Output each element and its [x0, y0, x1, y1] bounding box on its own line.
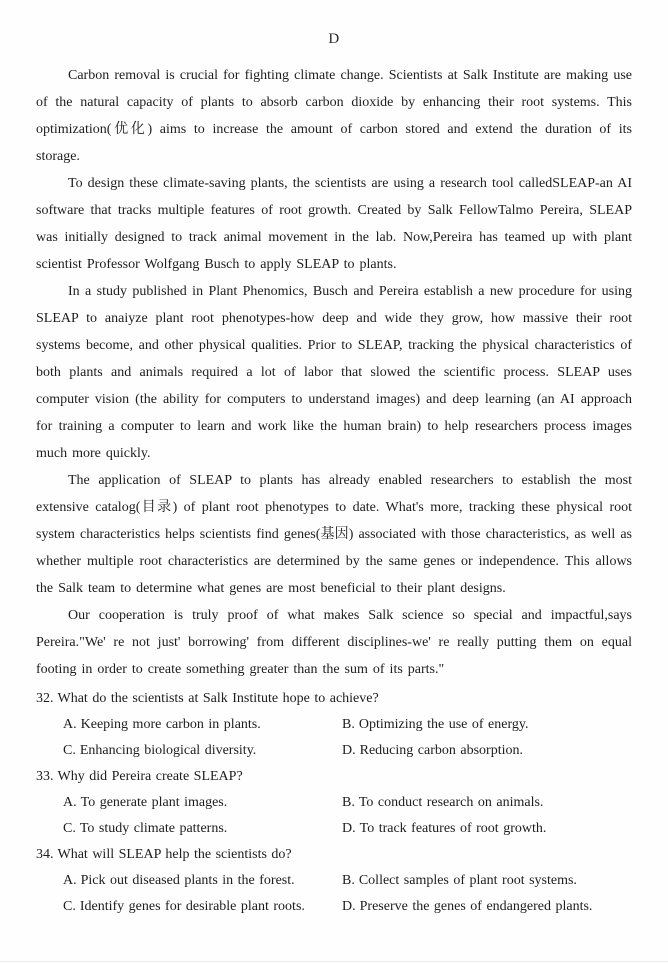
options-grid [63, 712, 632, 764]
question-number: 34. [36, 847, 54, 862]
question-text: Why did Pereira create SLEAP? [57, 769, 243, 784]
question-34 [36, 842, 632, 920]
option-a [63, 712, 342, 738]
option-text: Pick out diseased plants in the forest. [80, 873, 295, 888]
passage-paragraph-5: Our cooperation is truly proof of what makes Salk science so special and impactful,says Pereira."We' re not just' borrowing' from different disciplines-we' re really putting them on equal footing in order to create something greater than the sum of its parts." [36, 608, 632, 677]
option-label: A. [63, 795, 77, 810]
option-text: To track features of root growth. [359, 821, 547, 836]
option-label: C. [63, 899, 76, 914]
option-text: Collect samples of plant root systems. [358, 873, 577, 888]
question-number: 33. [36, 769, 54, 784]
option-d [342, 738, 632, 764]
option-label: C. [63, 821, 76, 836]
question-number: 32. [36, 691, 54, 706]
option-b [342, 790, 632, 816]
option-label: D. [342, 821, 356, 836]
option-b [342, 712, 632, 738]
question-33 [36, 764, 632, 842]
passage-paragraph-1: Carbon removal is crucial for fighting climate change. Scientists at Salk Institute are making use of the natural capacity of plants to absorb carbon dioxide by enhancing their root systems. This optimization(优化) aims to increase the amount of carbon stored and extend the duration of its storage. [36, 68, 632, 164]
passage-paragraph-3: In a study published in Plant Phenomics, Busch and Pereira establish a new procedure for using SLEAP to anaiyze plant root phenotypes-how deep and wide they grow, how massive their root systems become, and other physical qualities. Prior to SLEAP, tracking the physical characteristics of both plants and animals required a lot of labor that slowed the scientific process. SLEAP uses computer vision (the ability for computers to understand images) and deep learning (an AI approach for training a computer to learn and work like the human brain) to help researchers process images much more quickly. [36, 284, 632, 461]
question-32 [36, 686, 632, 764]
option-c [63, 816, 342, 842]
options-grid [63, 790, 632, 842]
option-label: D. [342, 899, 356, 914]
option-c [63, 738, 342, 764]
options-grid [63, 868, 632, 920]
option-label: B. [342, 873, 355, 888]
question-stem [36, 764, 632, 790]
option-b [342, 868, 632, 894]
section-title: D [328, 31, 340, 47]
option-text: To study climate patterns. [79, 821, 228, 836]
passage-paragraph-2: To design these climate-saving plants, the scientists are using a research tool calledSLEAP-an AI software that tracks multiple features of root growth. Created by Salk FellowTalmo Pereira, SLEAP was initially designed to track animal movement in the lab. Now,Pereira has teamed up with plant scientist Professor Wolfgang Busch to apply SLEAP to plants. [36, 176, 632, 272]
option-text: Identify genes for desirable plant roots. [79, 899, 305, 914]
option-text: Preserve the genes of endangered plants. [359, 899, 593, 914]
option-label: D. [342, 743, 356, 758]
question-stem [36, 842, 632, 868]
option-label: C. [63, 743, 76, 758]
option-d [342, 816, 632, 842]
option-c [63, 894, 342, 920]
questions-section [36, 686, 632, 920]
question-stem [36, 686, 632, 712]
option-a [63, 790, 342, 816]
option-text: To generate plant images. [80, 795, 228, 810]
passage-paragraph-4: The application of SLEAP to plants has already enabled researchers to establish the most extensive catalog(目录) of plant root phenotypes to date. What's more, tracking these physical root system characteristics helps scientists find genes(基因) associated with those characteristics, as well as whether multiple root characteristics are determined by the same genes or independence. This allows the Salk team to determine what genes are most beneficial to their plant designs. [36, 473, 632, 596]
option-d [342, 894, 632, 920]
page-bottom-edge [0, 961, 668, 962]
option-label: A. [63, 717, 77, 732]
option-a [63, 868, 342, 894]
reading-passage [36, 62, 632, 683]
option-text: Reducing carbon absorption. [359, 743, 523, 758]
option-label: A. [63, 873, 77, 888]
option-text: To conduct research on animals. [358, 795, 544, 810]
option-text: Enhancing biological diversity. [79, 743, 257, 758]
question-text: What will SLEAP help the scientists do? [57, 847, 292, 862]
option-label: B. [342, 717, 355, 732]
question-text: What do the scientists at Salk Institute hope to achieve? [57, 691, 379, 706]
option-text: Keeping more carbon in plants. [80, 717, 261, 732]
option-text: Optimizing the use of energy. [358, 717, 529, 732]
option-label: B. [342, 795, 355, 810]
